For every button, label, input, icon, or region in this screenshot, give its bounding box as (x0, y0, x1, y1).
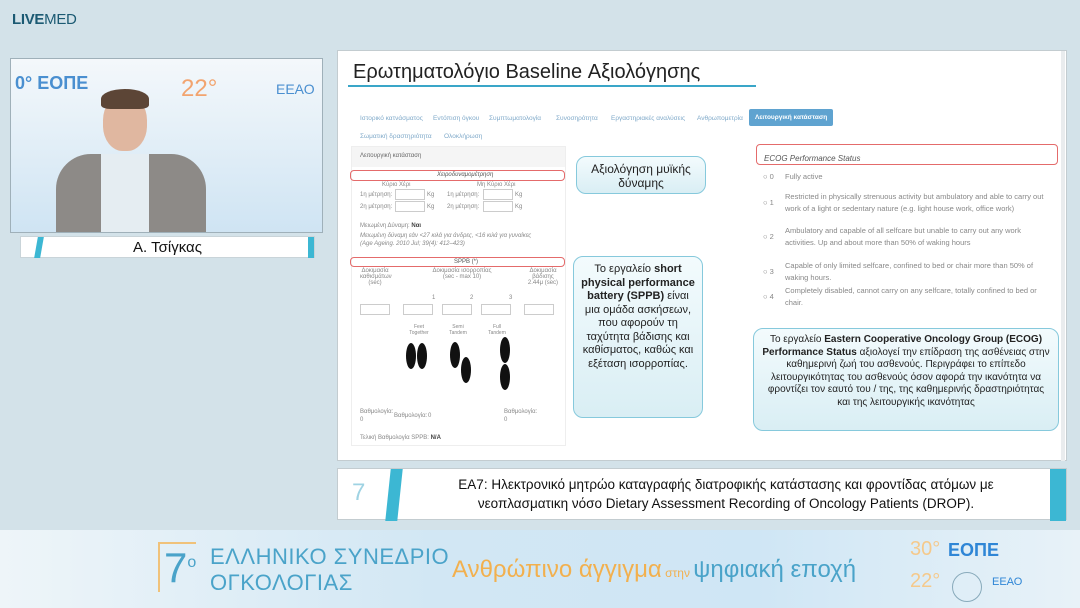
balance1-input[interactable] (403, 304, 433, 315)
measure1-label: 1η μέτρηση: (447, 192, 480, 198)
measure1-label: 1η μέτρηση: (360, 192, 393, 198)
tab-history[interactable]: Ιστορικό κατνάσματος (360, 115, 423, 122)
footprint-icon (500, 364, 510, 390)
score-label: Βαθμολογία: (394, 413, 428, 419)
score-value: 0 (360, 417, 364, 423)
dominant-hand: Κύριο Χέρι (382, 182, 411, 188)
tab-tumor[interactable]: Εντόπιση όγκου (433, 115, 480, 122)
option-text: Ambulatory and capable of all selfcare but unable to carry out any work activities. Up and about more than 50% of waking hours (785, 226, 1021, 247)
option-value: 2 (769, 231, 774, 241)
eope-logo: ΕΟΠΕ (948, 540, 1000, 560)
ecog-callout (753, 328, 1059, 431)
tab-symptoms[interactable]: Συμπτωματολογία (489, 115, 542, 122)
slogan-s: στην (661, 566, 694, 580)
dominant-m1-input[interactable] (395, 189, 425, 200)
full-tandem-label: Full Tandem (488, 324, 506, 336)
tab-lab[interactable]: Εργαστηριακές αναλύσεις (611, 115, 686, 122)
congress-number (158, 542, 196, 592)
number: 7 (164, 544, 188, 591)
balance-1: 1 (432, 295, 436, 301)
caption-text: ΕΑ7: Ηλεκτρονικό μητρώο καταγραφής διατροφικής κατάστασης και φροντίδας ατόμων με νεοπλασματικη νόσο Dietary Assessment Recording of Oncology Patients (DROP). (458, 477, 994, 511)
eope-edition: 30° (910, 538, 941, 560)
title-underline (348, 85, 756, 87)
eeao-edition: 22° (910, 570, 941, 592)
livemed-logo (12, 11, 77, 28)
congress-name (210, 544, 449, 596)
total-score (360, 435, 441, 441)
accent-stripe (1050, 469, 1066, 521)
radio-icon[interactable]: ○ 1 (763, 197, 774, 207)
total-value: N/A (430, 435, 441, 441)
balance-2: 2 (470, 295, 474, 301)
speaker-name-bar (20, 236, 315, 258)
ecog-option-1[interactable] (763, 191, 1053, 214)
congress-line2: ΟΓΚΟΛΟΓΙΑΣ (210, 570, 353, 595)
sppb-title: SPPB (*) (454, 259, 479, 265)
caption-bar (337, 468, 1067, 520)
footprint-icon (406, 343, 416, 369)
unit: Kg (427, 192, 435, 198)
callout-text: αξιολογεί την επίδραση της ασθένειας στην καθημερινή ζωή του ασθενούς. Περιγράφει το επίπεδο λειτουργικότητας του ασθενούς όσον αφορά την ικανότητα να φροντίζει τον εαυτό του / της, της καθημερινής δραστηριότητας και της λειτουργικής ικανότητας (767, 346, 1050, 408)
balance2-input[interactable] (442, 304, 472, 315)
reduced-value: Ναι (411, 223, 422, 229)
accent-stripe (385, 469, 402, 521)
unit: Kg (515, 192, 523, 198)
logo-live: LIVE (12, 11, 45, 28)
score-value: 0 (504, 417, 508, 423)
ecog-option-2[interactable] (763, 225, 1053, 248)
logo-med: MED (44, 11, 77, 28)
measure2-label: 2η μέτρηση: (360, 204, 393, 210)
ecog-title: ECOG Performance Status (764, 154, 861, 163)
functional-status-form (351, 146, 566, 446)
muscle-strength-callout: Αξιολόγηση μυϊκής δύναμης (576, 156, 706, 194)
number-sup: ο (187, 554, 197, 571)
ecog-panel (756, 144, 1058, 314)
slogan (452, 556, 856, 584)
feet-together-label: Feet Together (409, 324, 429, 336)
scrollbar[interactable] (1061, 51, 1065, 461)
ecog-option-3[interactable] (763, 260, 1053, 283)
callout-text: Το εργαλείο (594, 263, 655, 275)
video-logo-eope: 0° ΕΟΠΕ (15, 73, 89, 93)
slogan-b: ψηφιακή εποχή (693, 556, 857, 583)
tab-comorbidity[interactable]: Συνοσηρότητα (556, 115, 598, 122)
callout-text: Το εργαλείο (769, 334, 825, 345)
option-value: 4 (769, 291, 774, 301)
accent-stripe (308, 237, 314, 258)
footprint-icon (417, 343, 427, 369)
slide-title: Ερωτηματολόγιο Baseline Αξιολόγησης (353, 61, 701, 83)
speaker-name: Α. Τσίγκας (133, 239, 202, 256)
presentation-slide (337, 50, 1067, 461)
non-dominant-hand: Μη Κύριο Χέρι (477, 182, 516, 188)
slogan-a: Ανθρώπινο άγγιγμα (452, 556, 662, 583)
unit: Kg (427, 204, 435, 210)
radio-icon[interactable]: ○ 2 (763, 231, 774, 241)
callout-bold: Eastern Cooperative Oncology Group (ECOG) Performance Status (762, 334, 1043, 358)
dominant-m2-input[interactable] (395, 201, 425, 212)
score-label: Βαθμολογία: (504, 409, 538, 415)
option-text: Fully active (785, 172, 823, 181)
footprint-icon (500, 337, 510, 363)
reduced-note: Μειωμένη δύναμη εάν <27 κιλά για άνδρες, <16 κιλά για γυναίκες (360, 233, 532, 239)
score-value: 0 (428, 413, 432, 419)
balance3-input[interactable] (481, 304, 511, 315)
ecog-option-4[interactable] (763, 285, 1053, 308)
reduced-label: Μειωμένη Δύναμη: (360, 223, 410, 229)
balance-3: 3 (509, 295, 513, 301)
speaker-video (10, 58, 323, 233)
speaker-shirt (101, 154, 149, 233)
option-text: Capable of only limited selfcare, confined to bed or chair more than 50% of waking hours. (785, 261, 1034, 282)
gait-input[interactable] (524, 304, 554, 315)
option-value: 3 (769, 266, 774, 276)
callout-bold: short physical performance battery (SPPB) (581, 263, 695, 302)
semi-tandem-label: Semi Tandem (449, 324, 467, 336)
score-label: Βαθμολογία: (360, 409, 394, 415)
congress-7-icon: 7 (352, 479, 366, 506)
nondominant-m2-input[interactable] (483, 201, 513, 212)
congress-line1: ΕΛΛΗΝΙΚΟ ΣΥΝΕΔΡΙΟ (210, 544, 450, 569)
radio-icon[interactable]: ○ 4 (763, 291, 774, 301)
tab-anthropometry[interactable]: Ανθρωπομετρία (697, 115, 743, 122)
eeao-logo: ΕΕΑΟ (992, 576, 1023, 588)
unit: Kg (515, 204, 523, 210)
congress-banner (0, 530, 1080, 608)
option-text: Completely disabled, cannot carry on any selfcare, totally confined to bed or chair. (785, 286, 1037, 307)
option-value: 1 (769, 197, 774, 207)
tab-physical-activity[interactable]: Σωματική δραστηριότητα (360, 133, 432, 140)
chair-test-label: Δοκιμασία καθισμάτων (sec) (360, 268, 392, 286)
reduced-strength (360, 223, 421, 229)
video-logo-22: 22° (181, 75, 218, 102)
ecog-option-0[interactable] (763, 172, 1053, 181)
option-value: 0 (769, 172, 774, 181)
total-label: Τελική Βαθμολογία SPPB: (360, 435, 429, 441)
measure2-label: 2η μέτρηση: (447, 204, 480, 210)
option-text: Restricted in physically strenuous activity but ambulatory and able to carry out work of a light or sedentary nature (e.g. light house work, office work) (785, 192, 1044, 213)
form-header: Λειτουργική κατάσταση (352, 147, 565, 167)
tab-completion[interactable]: Ολοκλήρωση (444, 133, 483, 140)
video-logo-eeao: ΕΕΑΟ (276, 81, 315, 97)
footprint-icon (461, 357, 471, 383)
grip-title: Χειροδυναμομέτρηση (437, 172, 494, 178)
reference: (Age Ageing. 2010 Jul; 39(4): 412–423) (360, 241, 465, 247)
radio-icon[interactable]: ○ 0 (763, 172, 774, 181)
sppb-callout (573, 256, 703, 418)
gait-test-label: Δοκιμασία βάδισης 2.44μ (sec) (527, 268, 559, 286)
nondominant-m1-input[interactable] (483, 189, 513, 200)
eeao-seal-icon (952, 572, 982, 602)
speaker-hair (101, 89, 149, 109)
tab-functional-status[interactable]: Λειτουργική κατάσταση (749, 109, 833, 126)
chair-input[interactable] (360, 304, 390, 315)
footprint-icon (450, 342, 460, 368)
callout-text: είναι μια ομάδα ασκήσεων, που αφορούν τη ταχύτητα βάδισης και καθίσματος, καθώς και εξέταση ισορροπίας. (582, 290, 694, 370)
radio-icon[interactable]: ○ 3 (763, 266, 774, 276)
balance-test-label: Δοκιμασία ισορροπίας (sec - max 10) (432, 268, 492, 280)
